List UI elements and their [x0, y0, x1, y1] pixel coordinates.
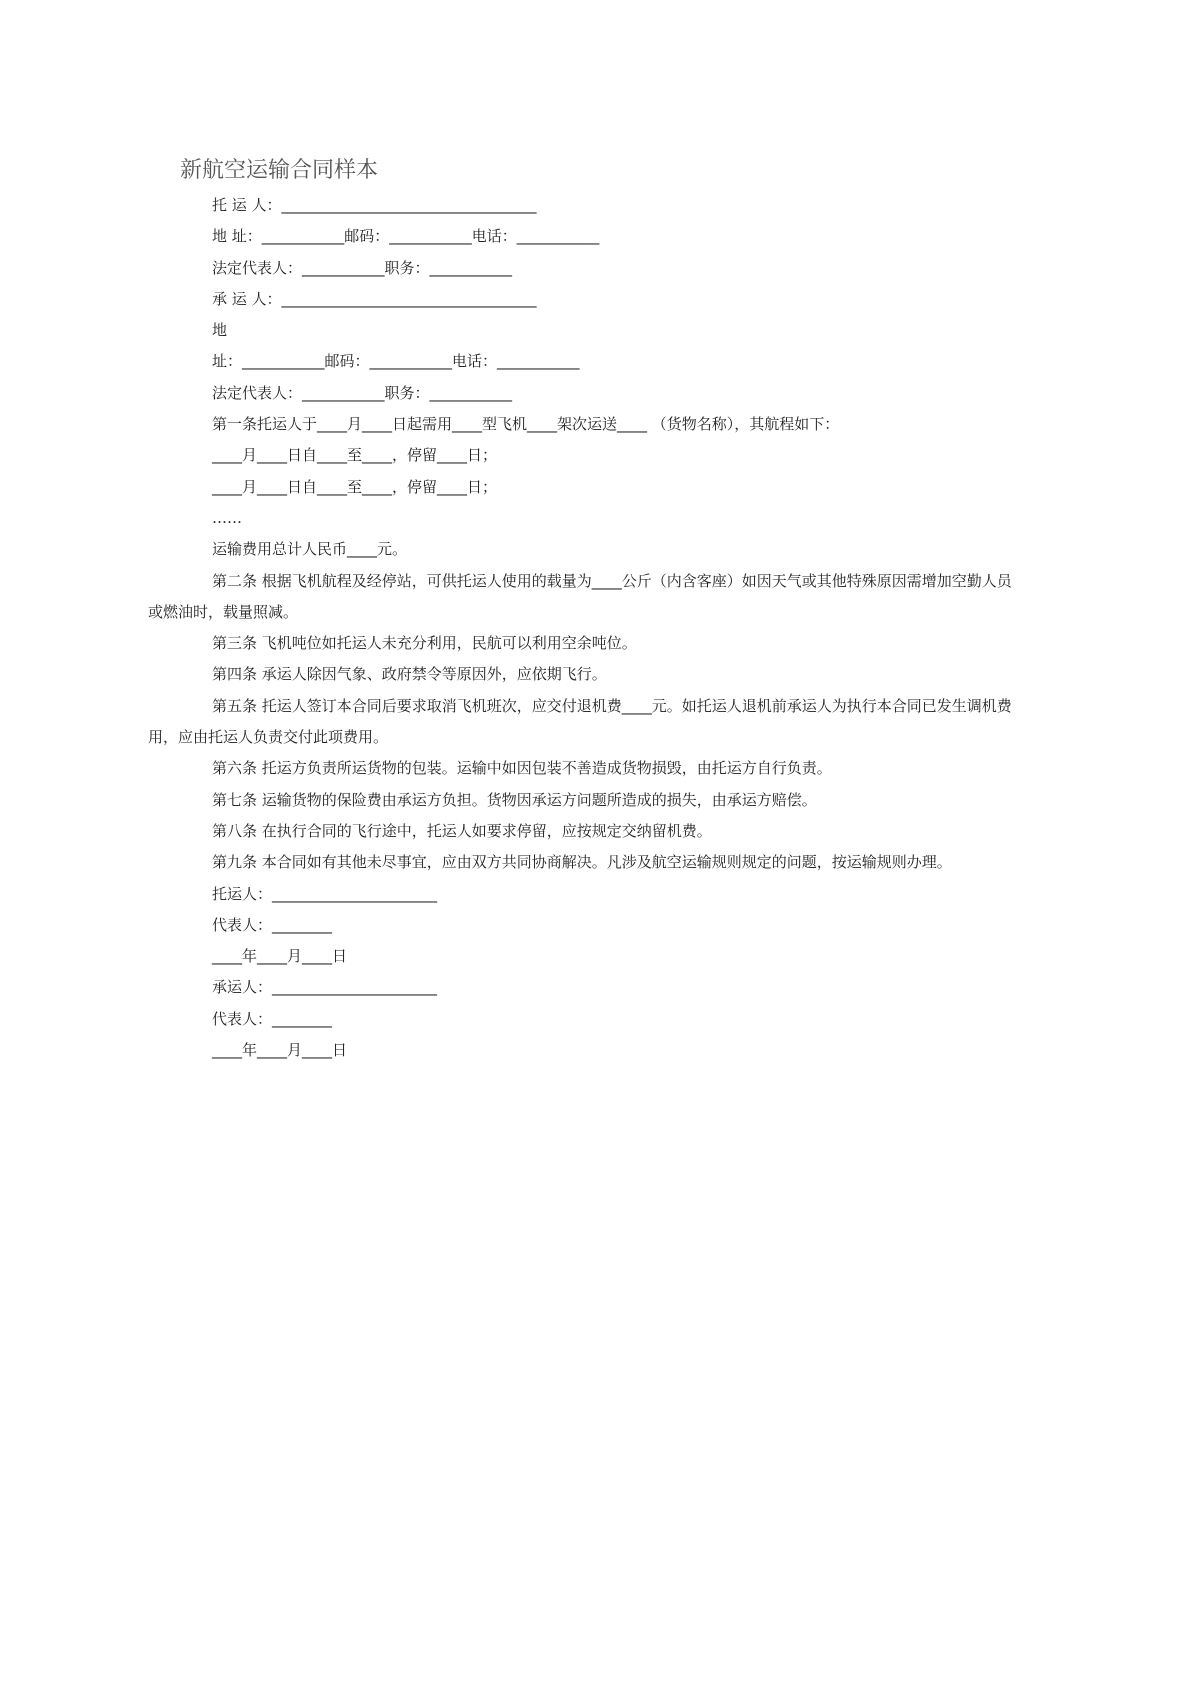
ellipsis-line: …… [212, 508, 242, 527]
document-title: 新航空运输合同样本 [180, 158, 379, 183]
shipper-legal-rep-line: 法定代表人：___________职务：___________ [212, 258, 513, 277]
carrier-date-line: ____年____月____日 [212, 1041, 348, 1060]
carrier-address-label: 地 [212, 321, 228, 340]
shipper-representative-line: 代表人：________ [212, 915, 333, 934]
article-2: 第二条 根据飞机航程及经停站，可供托运人使用的载量为____公斤（内含客座）如因天气或其他特殊原因需增加空勤人员或燃油时，载量照减。 [148, 571, 1012, 621]
article-3: 第三条 飞机吨位如托运人未充分利用，民航可以利用空余吨位。 [212, 634, 637, 653]
shipper-line: 托 运 人：__________________________________ [212, 196, 537, 214]
route-line-1: ____月____日自____至____，停留____日； [212, 446, 498, 465]
carrier-representative-line: 代表人：________ [212, 1009, 333, 1028]
article-5: 第五条 托运人签订本合同后要求取消飞机班次，应交付退机费____元。如托运人退机前承运人为执行本合同已发生调机费用，应由托运人负责交付此项费用。 [148, 696, 1012, 747]
total-fee-line: 运输费用总计人民币____元。 [212, 540, 408, 559]
article-9: 第九条 本合同如有其他未尽事宜，应由双方共同协商解决。凡涉及航空运输规则规定的问题，按运输规则办理。 [212, 853, 952, 872]
document-body [148, 190, 1025, 1066]
shipper-address-line: 地 址：___________邮码：___________电话：___________ [212, 227, 600, 246]
route-line-2: ____月____日自____至____，停留____日； [212, 477, 498, 496]
article-7: 第七条 运输货物的保险费由承运方负担。货物因承运方问题所造成的损失，由承运方赔偿。 [212, 790, 817, 809]
article-1: 第一条托运人于____月____日起需用____型飞机____架次运送____ （货物名称），其航程如下： [212, 415, 840, 434]
article-6: 第六条 托运方负责所运货物的包装。运输中如因包装不善造成货物损毁，由托运方自行负责。 [212, 759, 832, 778]
carrier-address-line: 址：___________邮码：___________电话：___________ [212, 352, 580, 371]
carrier-signature-line: 承运人：______________________ [212, 978, 438, 997]
article-4: 第四条 承运人除因气象、政府禁令等原因外，应依期飞行。 [212, 665, 607, 684]
article-8: 第八条 在执行合同的飞行途中，托运人如要求停留，应按规定交纳留机费。 [212, 821, 712, 840]
carrier-legal-rep-line: 法定代表人：___________职务：___________ [212, 383, 513, 402]
carrier-line: 承 运 人：__________________________________ [212, 289, 537, 308]
shipper-signature-line: 托运人：______________________ [212, 884, 438, 903]
shipper-date-line: ____年____月____日 [212, 947, 348, 966]
